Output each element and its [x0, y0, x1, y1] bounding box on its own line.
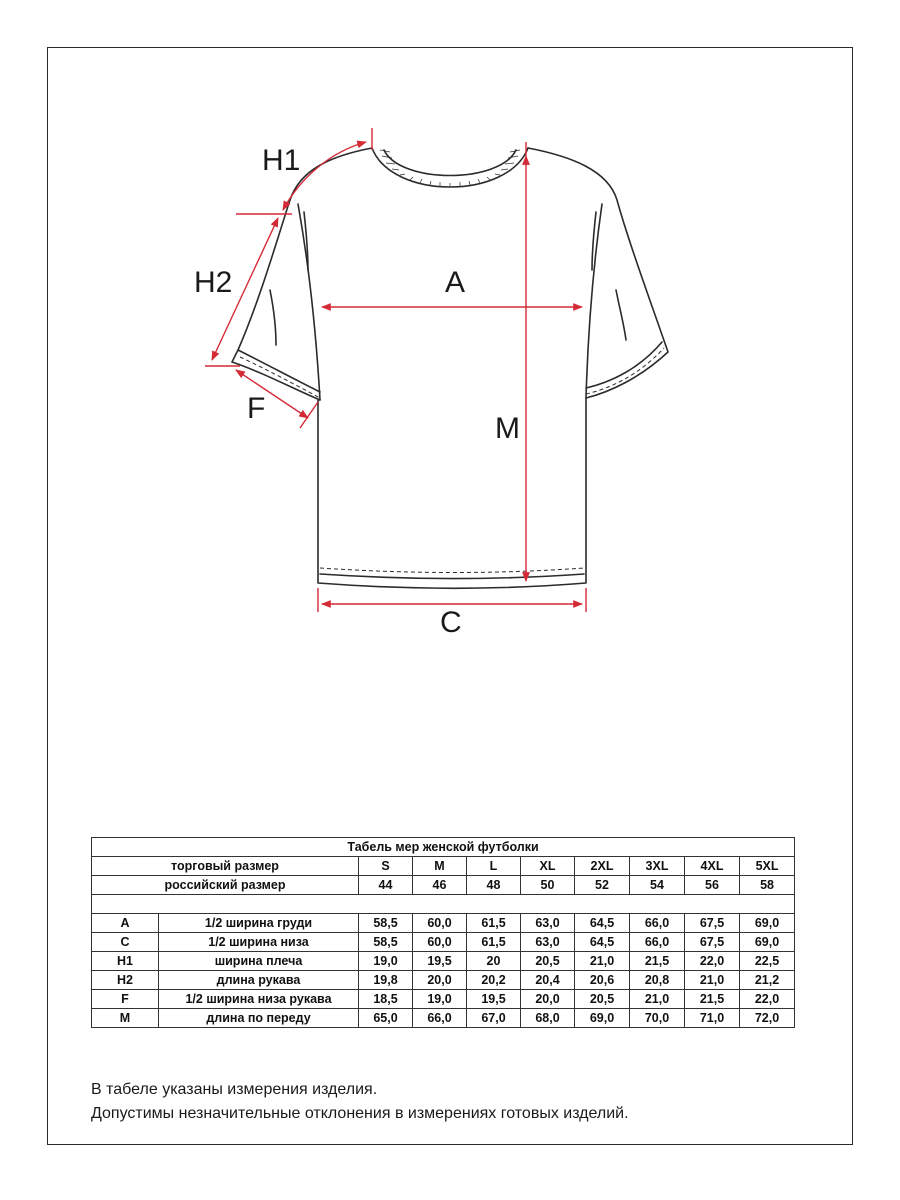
- measurement-row: [92, 933, 795, 952]
- size-cell: L: [467, 857, 521, 876]
- notes: [91, 1078, 629, 1126]
- trade-size-label: торговый размер: [92, 857, 359, 876]
- size-cell: 56: [685, 876, 740, 895]
- label-f: F: [247, 392, 266, 425]
- measurement-value: 70,0: [630, 1009, 685, 1028]
- tshirt-outline: [232, 148, 668, 588]
- measurement-row: [92, 914, 795, 933]
- size-cell: S: [359, 857, 413, 876]
- measurement-row: [92, 971, 795, 990]
- measurement-value: 19,5: [413, 952, 467, 971]
- measurement-name: длина по переду: [159, 1009, 359, 1028]
- measurement-value: 68,0: [521, 1009, 575, 1028]
- measurement-value: 22,0: [740, 990, 795, 1009]
- measurement-value: 20,8: [630, 971, 685, 990]
- measurement-value: 21,0: [630, 990, 685, 1009]
- stitching: [240, 348, 664, 573]
- size-table: [91, 837, 795, 1028]
- size-cell: 54: [630, 876, 685, 895]
- size-cell: 50: [521, 876, 575, 895]
- measurement-value: 19,0: [413, 990, 467, 1009]
- measurement-value: 60,0: [413, 914, 467, 933]
- measurement-row: [92, 990, 795, 1009]
- measurement-value: 21,5: [685, 990, 740, 1009]
- measurement-value: 69,0: [575, 1009, 630, 1028]
- measurement-code: A: [92, 914, 159, 933]
- measurement-value: 20,5: [575, 990, 630, 1009]
- measurement-value: 21,5: [630, 952, 685, 971]
- measurement-name: 1/2 ширина низа: [159, 933, 359, 952]
- tshirt-body: [232, 148, 668, 588]
- measurement-row: [92, 952, 795, 971]
- measurement-value: 20,5: [521, 952, 575, 971]
- measurement-value: 21,0: [685, 971, 740, 990]
- measurement-code: M: [92, 1009, 159, 1028]
- measurement-value: 20,4: [521, 971, 575, 990]
- size-cell: 52: [575, 876, 630, 895]
- measurement-value: 20: [467, 952, 521, 971]
- size-cell: M: [413, 857, 467, 876]
- measurement-value: 71,0: [685, 1009, 740, 1028]
- body-hem-line: [320, 574, 584, 579]
- measurement-value: 58,5: [359, 914, 413, 933]
- measurement-value: 60,0: [413, 933, 467, 952]
- table-title-row: [92, 838, 795, 857]
- left-armhole-seam: [298, 204, 320, 400]
- measurement-value: 19,5: [467, 990, 521, 1009]
- measurement-value: 18,5: [359, 990, 413, 1009]
- measurement-code: H1: [92, 952, 159, 971]
- label-m: M: [495, 412, 520, 445]
- label-c: C: [440, 606, 462, 639]
- measurement-value: 67,5: [685, 914, 740, 933]
- russian-size-label: российский размер: [92, 876, 359, 895]
- right-sleeve-hem: [586, 342, 662, 388]
- measurement-value: 64,5: [575, 933, 630, 952]
- measurement-code: H2: [92, 971, 159, 990]
- label-h2: H2: [194, 266, 233, 299]
- measurement-value: 67,0: [467, 1009, 521, 1028]
- size-cell: 46: [413, 876, 467, 895]
- left-sleeve-hem: [238, 350, 320, 392]
- size-cell: 2XL: [575, 857, 630, 876]
- measurement-name: длина рукава: [159, 971, 359, 990]
- spacer-cell: [92, 895, 795, 914]
- measurement-value: 61,5: [467, 914, 521, 933]
- measurement-value: 63,0: [521, 914, 575, 933]
- measurement-value: 21,0: [575, 952, 630, 971]
- neckline-inner: [384, 150, 516, 176]
- measurement-value: 22,0: [685, 952, 740, 971]
- dimension-lines: [205, 128, 586, 612]
- spacer-row: [92, 895, 795, 914]
- measurement-value: 20,0: [521, 990, 575, 1009]
- measurement-value: 66,0: [630, 933, 685, 952]
- russian-size-row: [92, 876, 795, 895]
- size-cell: 44: [359, 876, 413, 895]
- measurement-value: 69,0: [740, 914, 795, 933]
- measurement-value: 20,6: [575, 971, 630, 990]
- measurement-name: ширина плеча: [159, 952, 359, 971]
- neckline-outer: [372, 148, 528, 187]
- label-a: A: [445, 266, 466, 299]
- measurement-value: 19,8: [359, 971, 413, 990]
- measurement-name: 1/2 ширина груди: [159, 914, 359, 933]
- measurement-name: 1/2 ширина низа рукава: [159, 990, 359, 1009]
- measurement-value: 67,5: [685, 933, 740, 952]
- measurement-value: 21,2: [740, 971, 795, 990]
- measurement-value: 72,0: [740, 1009, 795, 1028]
- measurement-code: C: [92, 933, 159, 952]
- measurement-row: [92, 1009, 795, 1028]
- measurement-value: 58,5: [359, 933, 413, 952]
- size-cell: XL: [521, 857, 575, 876]
- note-line-1: В табеле указаны измерения изделия.: [91, 1081, 378, 1098]
- measurement-value: 66,0: [630, 914, 685, 933]
- size-cell: 5XL: [740, 857, 795, 876]
- size-cell: 48: [467, 876, 521, 895]
- neck-ribbing: [380, 150, 520, 187]
- measurement-value: 63,0: [521, 933, 575, 952]
- measurement-value: 69,0: [740, 933, 795, 952]
- measurement-value: 61,5: [467, 933, 521, 952]
- size-cell: 4XL: [685, 857, 740, 876]
- measurement-value: 20,0: [413, 971, 467, 990]
- fold-line: [270, 290, 276, 345]
- measurement-value: 64,5: [575, 914, 630, 933]
- measurement-code: F: [92, 990, 159, 1009]
- measurement-value: 22,5: [740, 952, 795, 971]
- size-cell: 3XL: [630, 857, 685, 876]
- measurement-value: 19,0: [359, 952, 413, 971]
- table-title: Табель мер женской футболки: [92, 838, 795, 857]
- note-line-2: Допустимы незначительные отклонения в измерениях готовых изделий.: [91, 1105, 629, 1122]
- trade-size-row: [92, 857, 795, 876]
- label-h1: H1: [262, 144, 301, 177]
- measurement-value: 66,0: [413, 1009, 467, 1028]
- fold-line: [616, 290, 626, 340]
- measurement-value: 65,0: [359, 1009, 413, 1028]
- measurement-value: 20,2: [467, 971, 521, 990]
- size-cell: 58: [740, 876, 795, 895]
